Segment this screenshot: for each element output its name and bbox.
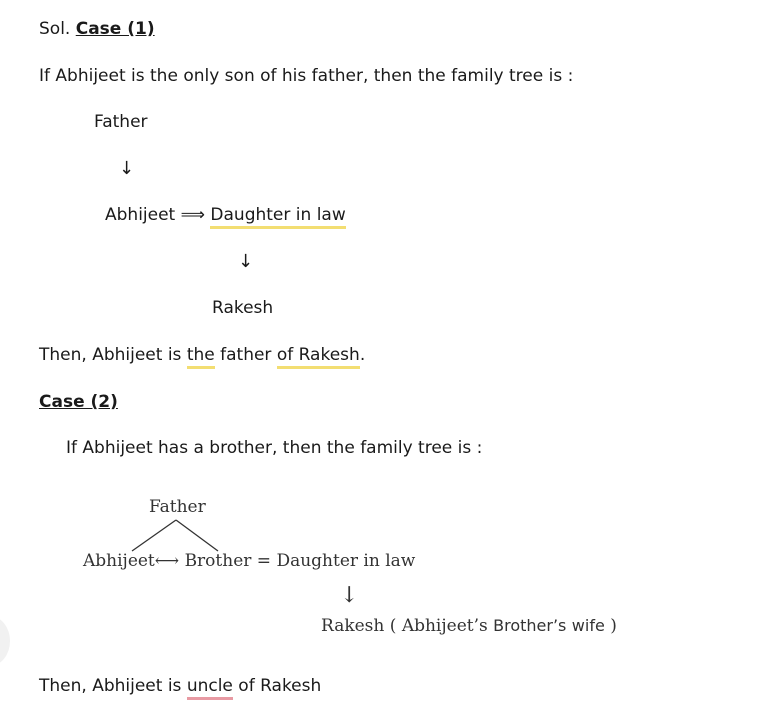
case1-heading: Case (1)	[75, 19, 155, 39]
sol-label: Sol.	[39, 19, 71, 39]
tree1-down-arrow-1: ↓	[119, 158, 135, 179]
tree1-daughter-in-law: Daughter in law	[210, 205, 345, 229]
tree2-sibling-arrow: ⟷	[154, 551, 180, 571]
tree1-down-arrow-2: ↓	[238, 251, 254, 272]
tree2-rakesh: Rakesh	[321, 616, 385, 636]
tree1-father: Father	[94, 112, 148, 132]
case1-conclusion	[39, 344, 365, 366]
tree2-daughter-in-law: Daughter in law	[276, 551, 416, 571]
case2-conclusion-part1: Then, Abhijeet is	[39, 676, 187, 696]
tree2-down-arrow: ↓	[340, 583, 359, 608]
tree2-note-close: )	[610, 616, 617, 636]
case1-conclusion-part3: .	[359, 345, 366, 365]
tree1-couple-row	[105, 204, 346, 226]
solution-header	[39, 18, 155, 40]
tree1-abhijeet: Abhijeet	[105, 205, 176, 225]
tree2-branch-right	[176, 520, 218, 551]
case1-intro: If Abhijeet is the only son of his father, then the family tree is :	[39, 66, 574, 86]
side-decoration	[0, 616, 10, 666]
case1-conclusion-highlight2: of Rakesh	[277, 345, 360, 369]
tree2-note-wife: wife	[571, 616, 605, 635]
tree2-equals: =	[256, 551, 272, 571]
tree2-branch-left	[132, 520, 176, 551]
tree2-brother: Brother	[184, 551, 252, 571]
tree2-father: Father	[149, 497, 206, 517]
case2-conclusion-highlight: uncle	[187, 676, 233, 700]
case1-conclusion-part1: Then, Abhijeet is	[39, 345, 187, 365]
tree2-branch-lines	[110, 518, 230, 554]
tree2-sibling-row	[83, 550, 415, 572]
tree2-note-brother: Brother’s	[493, 616, 567, 635]
tree2-abhijeet: Abhijeet	[83, 551, 155, 571]
case2-conclusion-part2: of Rakesh	[232, 676, 322, 696]
case1-conclusion-highlight1: the	[187, 345, 215, 369]
tree2-rakesh-row	[321, 615, 617, 637]
case1-conclusion-part2: father	[214, 345, 277, 365]
tree2-note-name: Abhijeet’s	[401, 616, 488, 636]
tree2-note-open: (	[389, 616, 397, 636]
case2-intro: If Abhijeet has a brother, then the family tree is :	[66, 438, 483, 458]
case2-heading: Case (2)	[39, 392, 118, 412]
tree1-rakesh: Rakesh	[212, 298, 274, 318]
tree1-implies-arrow: ⟹	[180, 205, 206, 225]
case2-conclusion	[39, 675, 321, 697]
